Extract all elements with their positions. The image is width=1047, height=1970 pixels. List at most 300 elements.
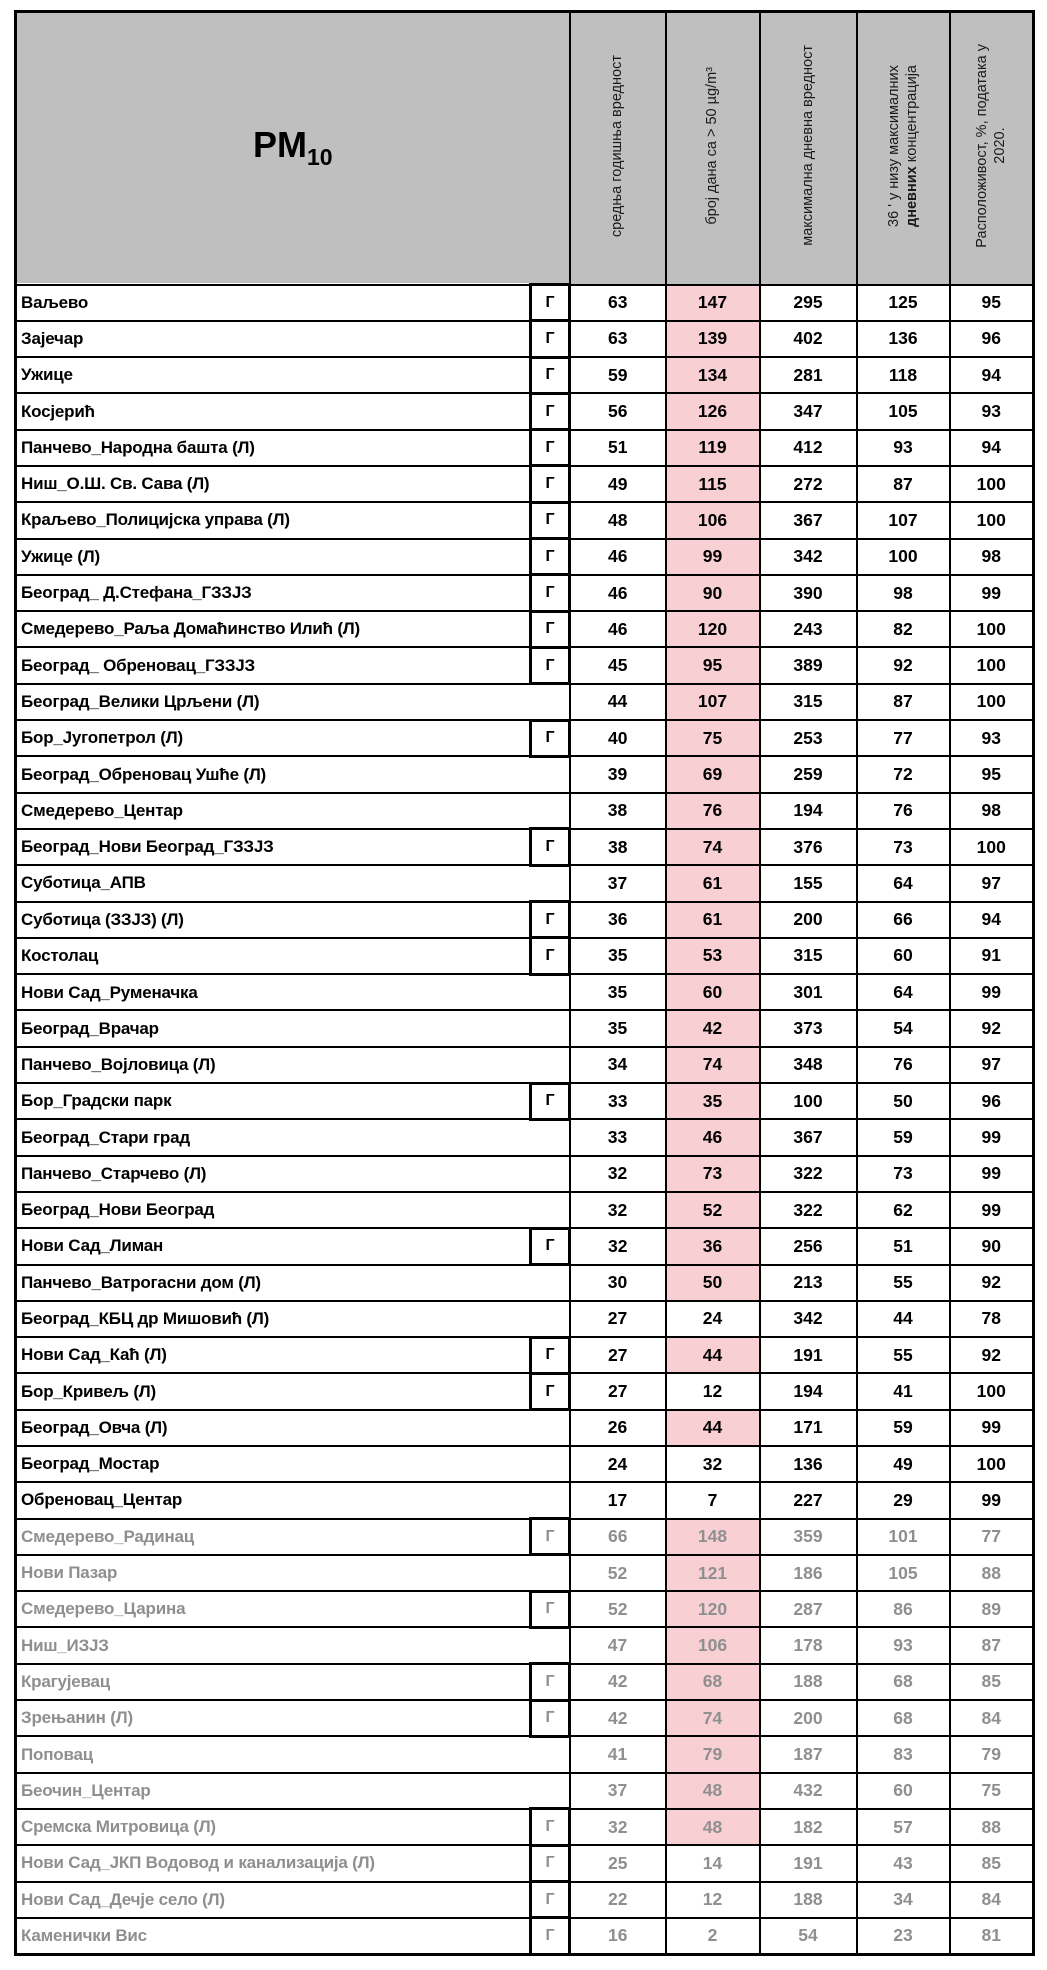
availability-cell: 95 (950, 756, 1034, 792)
max-daily-cell: 253 (760, 720, 857, 756)
station-name-cell: Београд_Нови Београд (16, 1192, 570, 1228)
max-daily-cell: 100 (760, 1083, 857, 1119)
days-over-50-cell: 147 (666, 285, 760, 321)
p36-cell: 64 (857, 865, 950, 901)
station-row (16, 720, 1034, 756)
availability-cell: 100 (950, 502, 1034, 538)
max-daily-cell: 187 (760, 1736, 857, 1772)
station-row (16, 1736, 1034, 1772)
p36-cell: 92 (857, 647, 950, 683)
p36-cell: 60 (857, 938, 950, 974)
station-name-cell: Крагујевац (16, 1664, 531, 1700)
days-over-50-cell: 148 (666, 1519, 760, 1555)
max-daily-cell: 191 (760, 1337, 857, 1373)
g-marker-cell: Г (531, 720, 570, 756)
p36-cell: 72 (857, 756, 950, 792)
g-marker-cell: Г (531, 1845, 570, 1881)
station-name-cell: Обреновац_Центар (16, 1482, 570, 1518)
station-name-cell: Ваљево (16, 285, 531, 321)
max-daily-cell: 191 (760, 1845, 857, 1881)
availability-cell: 99 (950, 1482, 1034, 1518)
station-name-cell: Ниш_О.Ш. Св. Сава (Л) (16, 466, 531, 502)
days-over-50-cell: 115 (666, 466, 760, 502)
max-daily-cell: 256 (760, 1228, 857, 1264)
station-row (16, 1373, 1034, 1409)
station-name-cell: Панчево_Старчево (Л) (16, 1156, 570, 1192)
col-header-36th-value-label: 36 ' у низу максималних дневних концентрација (885, 64, 920, 227)
days-over-50-cell: 106 (666, 502, 760, 538)
p36-cell: 98 (857, 575, 950, 611)
availability-cell: 92 (950, 1337, 1034, 1373)
max-daily-cell: 200 (760, 902, 857, 938)
max-daily-cell: 182 (760, 1809, 857, 1845)
availability-cell: 94 (950, 357, 1034, 393)
availability-cell: 95 (950, 285, 1034, 321)
max-daily-cell: 194 (760, 1373, 857, 1409)
g-marker-cell: Г (531, 502, 570, 538)
pm10-table (14, 10, 1035, 1956)
max-daily-cell: 213 (760, 1265, 857, 1301)
station-row (16, 1519, 1034, 1555)
p36-cell: 118 (857, 357, 950, 393)
max-daily-cell: 301 (760, 974, 857, 1010)
station-row (16, 1337, 1034, 1373)
max-daily-cell: 194 (760, 793, 857, 829)
max-daily-cell: 178 (760, 1627, 857, 1663)
p36-cell: 101 (857, 1519, 950, 1555)
station-row (16, 1627, 1034, 1663)
p36-cell: 73 (857, 829, 950, 865)
availability-cell: 91 (950, 938, 1034, 974)
availability-cell: 99 (950, 575, 1034, 611)
days-over-50-cell: 79 (666, 1736, 760, 1772)
availability-cell: 100 (950, 611, 1034, 647)
g-marker-cell: Г (531, 938, 570, 974)
days-over-50-cell: 74 (666, 1047, 760, 1083)
p36-cell: 76 (857, 1047, 950, 1083)
station-row (16, 611, 1034, 647)
station-name-cell: Бор_Градски парк (16, 1083, 531, 1119)
max-daily-cell: 376 (760, 829, 857, 865)
station-name-cell: Београд_Стари град (16, 1119, 570, 1155)
annual-value-cell: 42 (570, 1700, 666, 1736)
annual-value-cell: 25 (570, 1845, 666, 1881)
col-header-availability-label: Расположивост, %, података у 2020. (974, 43, 1009, 248)
station-name-cell: Нови Сад_Каћ (Л) (16, 1337, 531, 1373)
station-name-cell: Београд_Врачар (16, 1010, 570, 1046)
annual-value-cell: 46 (570, 611, 666, 647)
annual-value-cell: 46 (570, 575, 666, 611)
g-marker-cell: Г (531, 466, 570, 502)
days-over-50-cell: 42 (666, 1010, 760, 1046)
g-marker-cell: Г (531, 321, 570, 357)
days-over-50-cell: 44 (666, 1337, 760, 1373)
availability-cell: 99 (950, 1119, 1034, 1155)
p36-cell: 93 (857, 1627, 950, 1663)
annual-value-cell: 33 (570, 1083, 666, 1119)
station-name-cell: Нови Сад_ЈКП Водовод и канализација (Л) (16, 1845, 531, 1881)
availability-cell: 93 (950, 393, 1034, 429)
max-daily-cell: 359 (760, 1519, 857, 1555)
station-row (16, 575, 1034, 611)
g-marker-cell: Г (531, 1337, 570, 1373)
g-marker-cell: Г (531, 611, 570, 647)
max-daily-cell: 295 (760, 285, 857, 321)
annual-value-cell: 66 (570, 1519, 666, 1555)
max-daily-cell: 342 (760, 539, 857, 575)
annual-value-cell: 41 (570, 1736, 666, 1772)
days-over-50-cell: 48 (666, 1809, 760, 1845)
days-over-50-cell: 52 (666, 1192, 760, 1228)
days-over-50-cell: 48 (666, 1773, 760, 1809)
station-name-cell: Суботица (ЗЗЈЗ) (Л) (16, 902, 531, 938)
annual-value-cell: 63 (570, 285, 666, 321)
station-row (16, 1301, 1034, 1337)
days-over-50-cell: 99 (666, 539, 760, 575)
station-row (16, 357, 1034, 393)
max-daily-cell: 155 (760, 865, 857, 901)
station-row (16, 1156, 1034, 1192)
station-row (16, 1192, 1034, 1228)
max-daily-cell: 54 (760, 1918, 857, 1954)
availability-cell: 97 (950, 865, 1034, 901)
p36-cell: 100 (857, 539, 950, 575)
g-marker-cell: Г (531, 647, 570, 683)
max-daily-cell: 389 (760, 647, 857, 683)
g-marker-cell: Г (531, 430, 570, 466)
table-header (16, 12, 1034, 285)
p36-cell: 83 (857, 1736, 950, 1772)
station-row (16, 1119, 1034, 1155)
station-name-cell: Београд_Обреновац Ушће (Л) (16, 756, 570, 792)
g-marker-cell: Г (531, 393, 570, 429)
station-name-cell: Смедерево_Центар (16, 793, 570, 829)
availability-cell: 87 (950, 1627, 1034, 1663)
station-name-cell: Сремска Митровица (Л) (16, 1809, 531, 1845)
annual-value-cell: 44 (570, 684, 666, 720)
station-name-cell: Нови Сад_Дечје село (Л) (16, 1882, 531, 1918)
col-header-availability (950, 12, 1034, 285)
days-over-50-cell: 74 (666, 1700, 760, 1736)
p36-cell: 59 (857, 1410, 950, 1446)
station-row (16, 1482, 1034, 1518)
annual-value-cell: 26 (570, 1410, 666, 1446)
col-header-annual-mean (570, 12, 666, 285)
annual-value-cell: 32 (570, 1156, 666, 1192)
p36-cell: 87 (857, 466, 950, 502)
days-over-50-cell: 50 (666, 1265, 760, 1301)
p36-cell: 57 (857, 1809, 950, 1845)
g-marker-cell: Г (531, 357, 570, 393)
station-row (16, 393, 1034, 429)
g-marker-cell: Г (531, 1664, 570, 1700)
availability-cell: 84 (950, 1700, 1034, 1736)
station-row (16, 793, 1034, 829)
station-row (16, 865, 1034, 901)
annual-value-cell: 49 (570, 466, 666, 502)
availability-cell: 75 (950, 1773, 1034, 1809)
col-header-annual-mean-label: средња годишња вредност (609, 54, 626, 237)
days-over-50-cell: 32 (666, 1446, 760, 1482)
availability-cell: 98 (950, 793, 1034, 829)
max-daily-cell: 136 (760, 1446, 857, 1482)
annual-value-cell: 40 (570, 720, 666, 756)
g-marker-cell: Г (531, 1083, 570, 1119)
p36-cell: 87 (857, 684, 950, 720)
g-marker-cell: Г (531, 1228, 570, 1264)
availability-cell: 100 (950, 829, 1034, 865)
availability-cell: 97 (950, 1047, 1034, 1083)
days-over-50-cell: 120 (666, 611, 760, 647)
station-row (16, 756, 1034, 792)
station-row (16, 1083, 1034, 1119)
station-name-cell: Београд_Овча (Л) (16, 1410, 570, 1446)
annual-value-cell: 16 (570, 1918, 666, 1954)
availability-cell: 100 (950, 466, 1034, 502)
availability-cell: 94 (950, 902, 1034, 938)
availability-cell: 84 (950, 1882, 1034, 1918)
station-row (16, 466, 1034, 502)
max-daily-cell: 272 (760, 466, 857, 502)
max-daily-cell: 171 (760, 1410, 857, 1446)
station-row (16, 974, 1034, 1010)
days-over-50-cell: 106 (666, 1627, 760, 1663)
station-name-cell: Панчево_Народна башта (Л) (16, 430, 531, 466)
p36-cell: 77 (857, 720, 950, 756)
g-marker-cell: Г (531, 1373, 570, 1409)
station-row (16, 938, 1034, 974)
max-daily-cell: 287 (760, 1591, 857, 1627)
annual-value-cell: 39 (570, 756, 666, 792)
g-marker-cell: Г (531, 1519, 570, 1555)
table-title (16, 12, 570, 285)
days-over-50-cell: 68 (666, 1664, 760, 1700)
days-over-50-cell: 35 (666, 1083, 760, 1119)
days-over-50-cell: 69 (666, 756, 760, 792)
availability-cell: 93 (950, 720, 1034, 756)
annual-value-cell: 47 (570, 1627, 666, 1663)
availability-cell: 81 (950, 1918, 1034, 1954)
station-row (16, 1446, 1034, 1482)
annual-value-cell: 51 (570, 430, 666, 466)
days-over-50-cell: 44 (666, 1410, 760, 1446)
availability-cell: 88 (950, 1555, 1034, 1591)
station-name-cell: Краљево_Полицијска управа (Л) (16, 502, 531, 538)
days-over-50-cell: 12 (666, 1373, 760, 1409)
g-marker-cell: Г (531, 1918, 570, 1954)
max-daily-cell: 188 (760, 1882, 857, 1918)
station-name-cell: Косјерић (16, 393, 531, 429)
availability-cell: 99 (950, 1192, 1034, 1228)
station-name-cell: Нови Сад_Руменачка (16, 974, 570, 1010)
max-daily-cell: 259 (760, 756, 857, 792)
station-row (16, 1700, 1034, 1736)
pollutant-label: PM (252, 124, 307, 166)
availability-cell: 99 (950, 1156, 1034, 1192)
p36-cell: 105 (857, 1555, 950, 1591)
days-over-50-cell: 95 (666, 647, 760, 683)
station-row (16, 285, 1034, 321)
max-daily-cell: 186 (760, 1555, 857, 1591)
max-daily-cell: 367 (760, 1119, 857, 1155)
station-name-cell: Нови Пазар (16, 1555, 570, 1591)
availability-cell: 96 (950, 321, 1034, 357)
max-daily-cell: 200 (760, 1700, 857, 1736)
annual-value-cell: 36 (570, 902, 666, 938)
col-header-days-over-50 (666, 12, 760, 285)
station-name-cell: Поповац (16, 1736, 570, 1772)
max-daily-cell: 322 (760, 1192, 857, 1228)
max-daily-cell: 315 (760, 938, 857, 974)
station-row (16, 1882, 1034, 1918)
station-name-cell: Зајечар (16, 321, 531, 357)
station-name-cell: Београд_КБЦ др Мишовић (Л) (16, 1301, 570, 1337)
p36-cell: 82 (857, 611, 950, 647)
p36-cell: 68 (857, 1664, 950, 1700)
col-header-max-daily (760, 12, 857, 285)
station-row (16, 430, 1034, 466)
p36-cell: 107 (857, 502, 950, 538)
station-name-cell: Нови Сад_Лиман (16, 1228, 531, 1264)
days-over-50-cell: 74 (666, 829, 760, 865)
station-name-cell: Смедерево_Царина (16, 1591, 531, 1627)
p36-cell: 93 (857, 430, 950, 466)
days-over-50-cell: 60 (666, 974, 760, 1010)
availability-cell: 78 (950, 1301, 1034, 1337)
availability-cell: 94 (950, 430, 1034, 466)
annual-value-cell: 48 (570, 502, 666, 538)
g-marker-cell: Г (531, 575, 570, 611)
station-row (16, 1228, 1034, 1264)
days-over-50-cell: 120 (666, 1591, 760, 1627)
availability-cell: 90 (950, 1228, 1034, 1264)
station-row (16, 502, 1034, 538)
p36-cell: 62 (857, 1192, 950, 1228)
annual-value-cell: 27 (570, 1373, 666, 1409)
col-header-36th-value (857, 12, 950, 285)
annual-value-cell: 45 (570, 647, 666, 683)
availability-cell: 85 (950, 1664, 1034, 1700)
station-name-cell: Смедерево_Раља Домаћинство Илић (Л) (16, 611, 531, 647)
max-daily-cell: 373 (760, 1010, 857, 1046)
availability-cell: 96 (950, 1083, 1034, 1119)
days-over-50-cell: 76 (666, 793, 760, 829)
station-name-cell: Ниш_ИЗЈЗ (16, 1627, 570, 1663)
availability-cell: 100 (950, 647, 1034, 683)
station-row (16, 1809, 1034, 1845)
max-daily-cell: 315 (760, 684, 857, 720)
station-name-cell: Панчево_Ватрогасни дом (Л) (16, 1265, 570, 1301)
days-over-50-cell: 90 (666, 575, 760, 611)
station-row (16, 1265, 1034, 1301)
annual-value-cell: 32 (570, 1192, 666, 1228)
p36-cell: 43 (857, 1845, 950, 1881)
station-name-cell: Смедерево_Радинац (16, 1519, 531, 1555)
station-name-cell: Панчево_Војловица (Л) (16, 1047, 570, 1083)
availability-cell: 99 (950, 974, 1034, 1010)
p36-cell: 68 (857, 1700, 950, 1736)
max-daily-cell: 432 (760, 1773, 857, 1809)
station-row (16, 539, 1034, 575)
availability-cell: 100 (950, 1373, 1034, 1409)
p36-cell: 105 (857, 393, 950, 429)
annual-value-cell: 33 (570, 1119, 666, 1155)
station-row (16, 1410, 1034, 1446)
station-row (16, 1918, 1034, 1954)
max-daily-cell: 367 (760, 502, 857, 538)
station-name-cell: Ужице (Л) (16, 539, 531, 575)
station-row (16, 684, 1034, 720)
station-row (16, 321, 1034, 357)
days-over-50-cell: 12 (666, 1882, 760, 1918)
annual-value-cell: 56 (570, 393, 666, 429)
g-marker-cell: Г (531, 1882, 570, 1918)
g-marker-cell: Г (531, 539, 570, 575)
p36-cell: 66 (857, 902, 950, 938)
availability-cell: 89 (950, 1591, 1034, 1627)
annual-value-cell: 59 (570, 357, 666, 393)
max-daily-cell: 227 (760, 1482, 857, 1518)
annual-value-cell: 42 (570, 1664, 666, 1700)
annual-value-cell: 30 (570, 1265, 666, 1301)
station-row (16, 1845, 1034, 1881)
availability-cell: 85 (950, 1845, 1034, 1881)
days-over-50-cell: 126 (666, 393, 760, 429)
max-daily-cell: 348 (760, 1047, 857, 1083)
p36-cell: 55 (857, 1337, 950, 1373)
station-row (16, 1591, 1034, 1627)
p36-cell: 76 (857, 793, 950, 829)
station-name-cell: Костолац (16, 938, 531, 974)
days-over-50-cell: 14 (666, 1845, 760, 1881)
p36-cell: 60 (857, 1773, 950, 1809)
p36-cell: 64 (857, 974, 950, 1010)
annual-value-cell: 32 (570, 1228, 666, 1264)
availability-cell: 100 (950, 1446, 1034, 1482)
annual-value-cell: 38 (570, 829, 666, 865)
col-header-max-daily-label: максимална дневна вредност (799, 45, 816, 247)
annual-value-cell: 34 (570, 1047, 666, 1083)
annual-value-cell: 46 (570, 539, 666, 575)
annual-value-cell: 35 (570, 1010, 666, 1046)
annual-value-cell: 22 (570, 1882, 666, 1918)
p36-cell: 41 (857, 1373, 950, 1409)
days-over-50-cell: 36 (666, 1228, 760, 1264)
annual-value-cell: 24 (570, 1446, 666, 1482)
days-over-50-cell: 107 (666, 684, 760, 720)
days-over-50-cell: 7 (666, 1482, 760, 1518)
days-over-50-cell: 139 (666, 321, 760, 357)
availability-cell: 77 (950, 1519, 1034, 1555)
annual-value-cell: 27 (570, 1301, 666, 1337)
days-over-50-cell: 2 (666, 1918, 760, 1954)
max-daily-cell: 347 (760, 393, 857, 429)
g-marker-cell: Г (531, 1809, 570, 1845)
station-name-cell: Београд_Нови Београд_ГЗЗЈЗ (16, 829, 531, 865)
station-name-cell: Зрењанин (Л) (16, 1700, 531, 1736)
availability-cell: 92 (950, 1010, 1034, 1046)
p36-cell: 54 (857, 1010, 950, 1046)
days-over-50-cell: 73 (666, 1156, 760, 1192)
days-over-50-cell: 53 (666, 938, 760, 974)
days-over-50-cell: 24 (666, 1301, 760, 1337)
p36-cell: 49 (857, 1446, 950, 1482)
p36-cell: 136 (857, 321, 950, 357)
station-name-cell: Ужице (16, 357, 531, 393)
days-over-50-cell: 75 (666, 720, 760, 756)
station-row (16, 1555, 1034, 1591)
annual-value-cell: 32 (570, 1809, 666, 1845)
